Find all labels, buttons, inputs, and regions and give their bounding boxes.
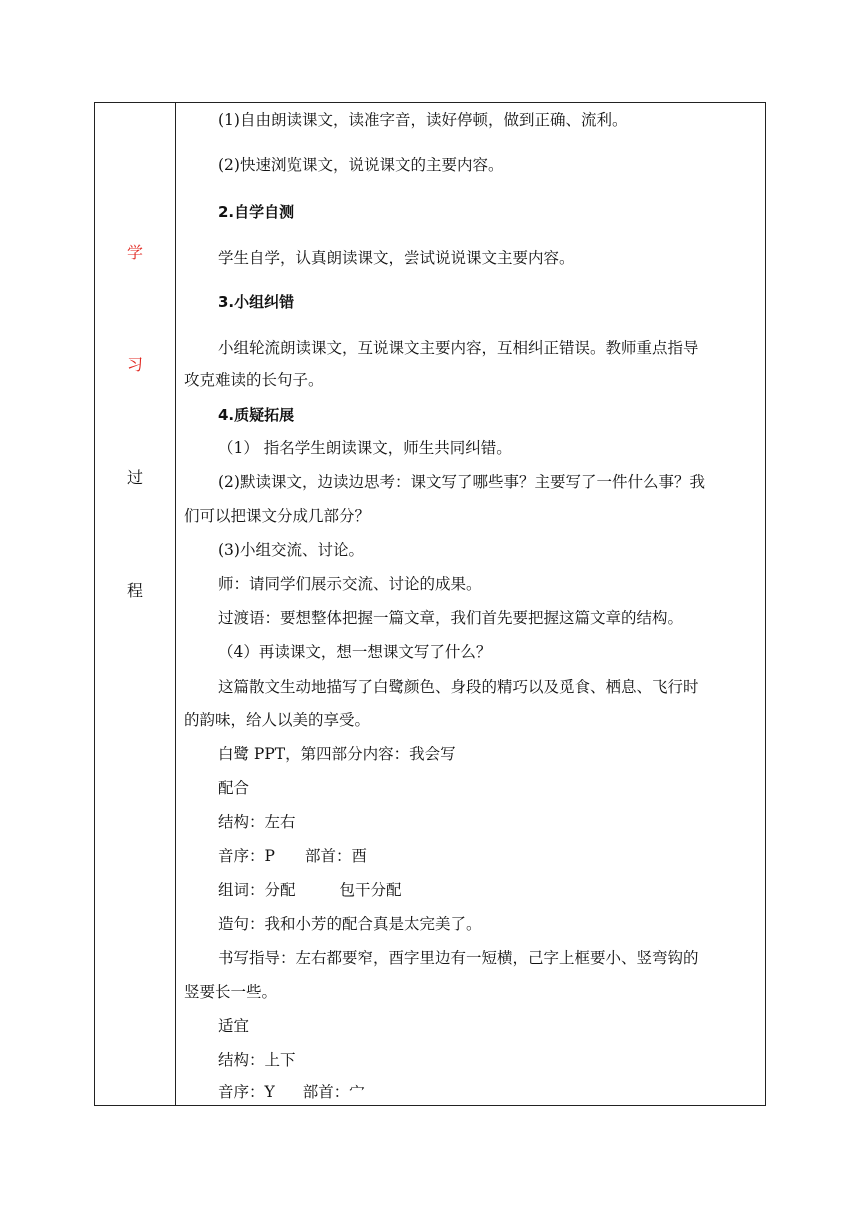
text-span: 部首：宀 [302,1083,365,1101]
text-line: 小组轮流朗读课文，互说课文主要内容，互相纠正错误。教师重点指导 [218,339,699,357]
text-span: 音序：P [218,847,275,865]
lesson-table [94,102,766,1106]
text-line: 攻克难读的长句子。 [184,371,324,389]
text-line: 书写指导：左右都要窄，酉字里边有一短横，己字上框要小、竖弯钩的 [218,949,699,967]
text-line [176,839,765,873]
side-label-4: 程 [126,581,143,600]
text-span: 包干分配 [339,881,402,899]
text-line: 的韵味，给人以美的享受。 [184,711,371,729]
text-line: 们可以把课文分成几部分？ [184,507,371,525]
vocab-word: 配合 [218,779,250,797]
text-line: 这篇散文生动地描写了白鹭颜色、身段的精巧以及觅食、栖息、飞行时 [218,678,699,696]
text-line: 白鹭 PPT，第四部分内容：我会写 [218,745,456,763]
side-label-1: 学 [126,243,143,262]
text-span: 组词：分配 [218,881,296,899]
text-line: (2)默读课文，边读边思考：课文写了哪些事？主要写了一件什么事？我 [218,473,705,491]
section-heading: 4.质疑拓展 [218,406,295,424]
text-span: 音序：Y [218,1083,275,1101]
text-line: 师：请同学们展示交流、讨论的成果。 [218,575,482,593]
text-line: (2)快速浏览课文，说说课文的主要内容。 [218,156,504,174]
section-heading: 3.小组纠错 [218,293,295,311]
text-line: 过渡语：要想整体把握一篇文章，我们首先要把握这篇文章的结构。 [218,609,684,627]
text-span: 部首：酉 [304,847,367,865]
text-line: (1)自由朗读课文，读准字音，读好停顿，做到正确、流利。 [218,111,628,129]
text-line: 竖要长一些。 [184,983,278,1001]
text-line: 学生自学，认真朗读课文，尝试说说课文主要内容。 [218,249,575,267]
side-label-3: 过 [126,468,143,487]
vocab-word: 适宜 [218,1017,250,1035]
text-line [176,1075,765,1105]
text-line: 结构：左右 [218,813,296,831]
section-heading: 2.自学自测 [218,203,295,221]
text-line: (3)小组交流、讨论。 [218,541,364,559]
text-line [176,873,765,907]
text-line: （4）再读课文，想一想课文写了什么？ [218,643,492,661]
text-line: 结构：上下 [218,1051,296,1069]
text-line: （1） 指名学生朗读课文，师生共同纠错。 [218,439,512,457]
side-label-2: 习 [126,355,143,374]
content-column [176,103,765,1105]
text-line: 造句：我和小芳的配合真是太完美了。 [218,915,482,933]
